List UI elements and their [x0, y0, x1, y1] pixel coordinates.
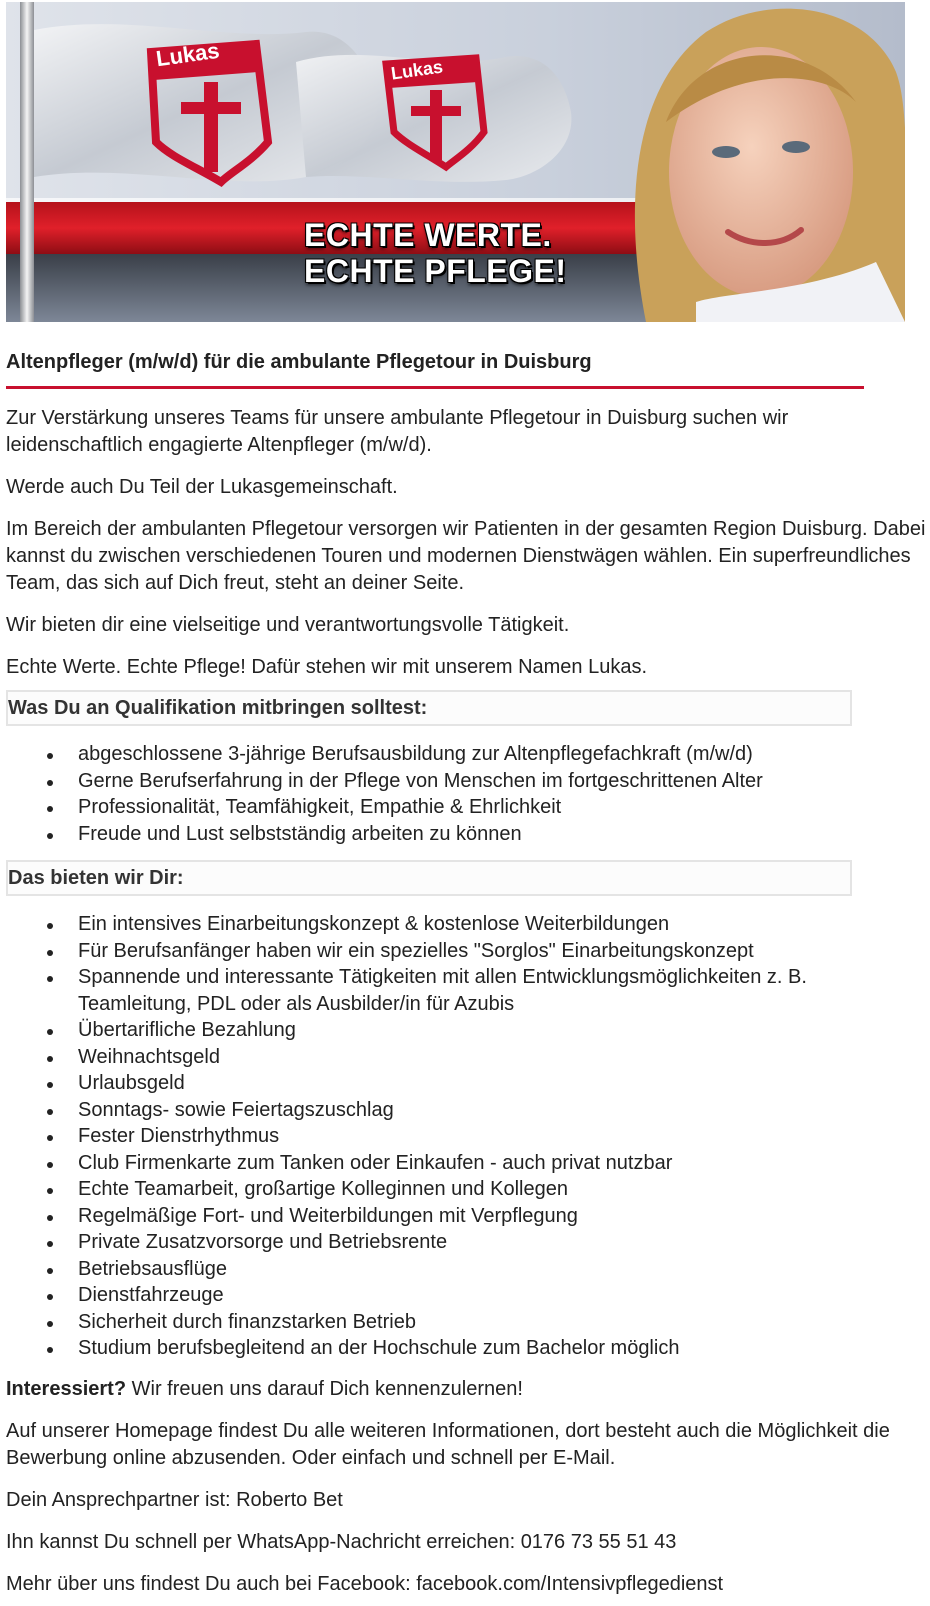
list-item: Weihnachtsgeld [78, 1044, 926, 1071]
intro-paragraph: Wir bieten dir eine vielseitige und verantwortungsvolle Tätigkeit. [6, 614, 570, 636]
intro-paragraph: Echte Werte. Echte Pflege! Dafür stehen wir mit unserem Namen Lukas. [6, 656, 648, 678]
list-item: Urlaubsgeld [78, 1070, 926, 1097]
intro-paragraph: Werde auch Du Teil der Lukasgemeinschaft. [6, 476, 398, 498]
offers-heading: Das bieten wir Dir: [6, 860, 852, 896]
header-banner [6, 2, 905, 322]
slogan-line-1: ECHTE WERTE. [304, 217, 552, 253]
interested-label: Interessiert? [6, 1377, 127, 1400]
slogan-line-2: ECHTE PFLEGE! [304, 253, 567, 289]
qualifications-heading: Was Du an Qualifikation mitbringen solltest: [6, 690, 852, 726]
list-item: Übertarifliche Bezahlung [78, 1017, 926, 1044]
list-item: Echte Teamarbeit, großartige Kolleginnen und Kollegen [78, 1176, 926, 1203]
list-item: abgeschlossene 3-jährige Berufsausbildung zur Altenpflegefachkraft (m/w/d) [78, 741, 926, 768]
list-item: Sicherheit durch finanzstarken Betrieb [78, 1309, 926, 1336]
list-item: Gerne Berufserfahrung in der Pflege von Menschen im fortgeschrittenen Alter [78, 768, 926, 795]
whatsapp-contact: Ihn kannst Du schnell per WhatsApp-Nachricht erreichen: 0176 73 55 51 43 [6, 1530, 677, 1553]
contact-person: Dein Ansprechpartner ist: Roberto Bet [6, 1488, 343, 1511]
list-item: Club Firmenkarte zum Tanken oder Einkaufen - auch privat nutzbar [78, 1150, 926, 1177]
interested-text: Wir freuen uns darauf Dich kennenzulernen! [126, 1377, 523, 1400]
homepage-paragraph: Auf unserer Homepage findest Du alle weiteren Informationen, dort besteht auch die Möglichkeit die Bewerbung online abzusenden. Oder einfach und schnell per E-Mail. [6, 1419, 890, 1469]
job-posting [6, 350, 926, 1598]
intro-paragraph: Zur Verstärkung unseres Teams für unsere ambulante Pflegetour in Duisburg suchen wir leidenschaftlich engagierte Altenpfleger (m/w/d). [6, 407, 789, 456]
intro-paragraph: Im Bereich der ambulanten Pflegetour versorgen wir Patienten in der gesamten Region Duisburg. Dabei kannst du zwischen verschiedenen Touren und modernen Dienstwägen wählen. Ein superfreundliches Team, das sich auf Dich freut, steht an deiner Seite. [6, 518, 926, 594]
offers-list [6, 911, 926, 1362]
list-item: Dienstfahrzeuge [78, 1282, 926, 1309]
page-title: Altenpfleger (m/w/d) für die ambulante Pflegetour in Duisburg [6, 350, 864, 389]
banner-slogan [304, 217, 567, 289]
flag-logo-text: Lukas [389, 56, 445, 84]
list-item: Professionalität, Teamfähigkeit, Empathie & Ehrlichkeit [78, 794, 926, 821]
list-item: Spannende und interessante Tätigkeiten mit allen Entwicklungsmöglichkeiten z. B. Teamleitung, PDL oder als Ausbilder/in für Azubis [78, 964, 926, 1017]
flag-logo-text: Lukas [154, 37, 221, 72]
interested-line [6, 1376, 926, 1403]
list-item: Fester Dienstrhythmus [78, 1123, 926, 1150]
flagpole [20, 2, 34, 322]
list-item: Private Zusatzvorsorge und Betriebsrente [78, 1229, 926, 1256]
list-item: Betriebsausflüge [78, 1256, 926, 1283]
list-item: Sonntags- sowie Feiertagszuschlag [78, 1097, 926, 1124]
list-item: Ein intensives Einarbeitungskonzept & kostenlose Weiterbildungen [78, 911, 926, 938]
list-item: Studium berufsbegleitend an der Hochschule zum Bachelor möglich [78, 1335, 926, 1362]
facebook-contact: Mehr über uns findest Du auch bei Facebook: facebook.com/Intensivpflegedienst [6, 1572, 724, 1595]
list-item: Freude und Lust selbstständig arbeiten zu können [78, 821, 926, 848]
qualifications-list [6, 741, 926, 847]
list-item: Für Berufsanfänger haben wir ein spezielles "Sorglos" Einarbeitungskonzept [78, 938, 926, 965]
list-item: Regelmäßige Fort- und Weiterbildungen mit Verpflegung [78, 1203, 926, 1230]
